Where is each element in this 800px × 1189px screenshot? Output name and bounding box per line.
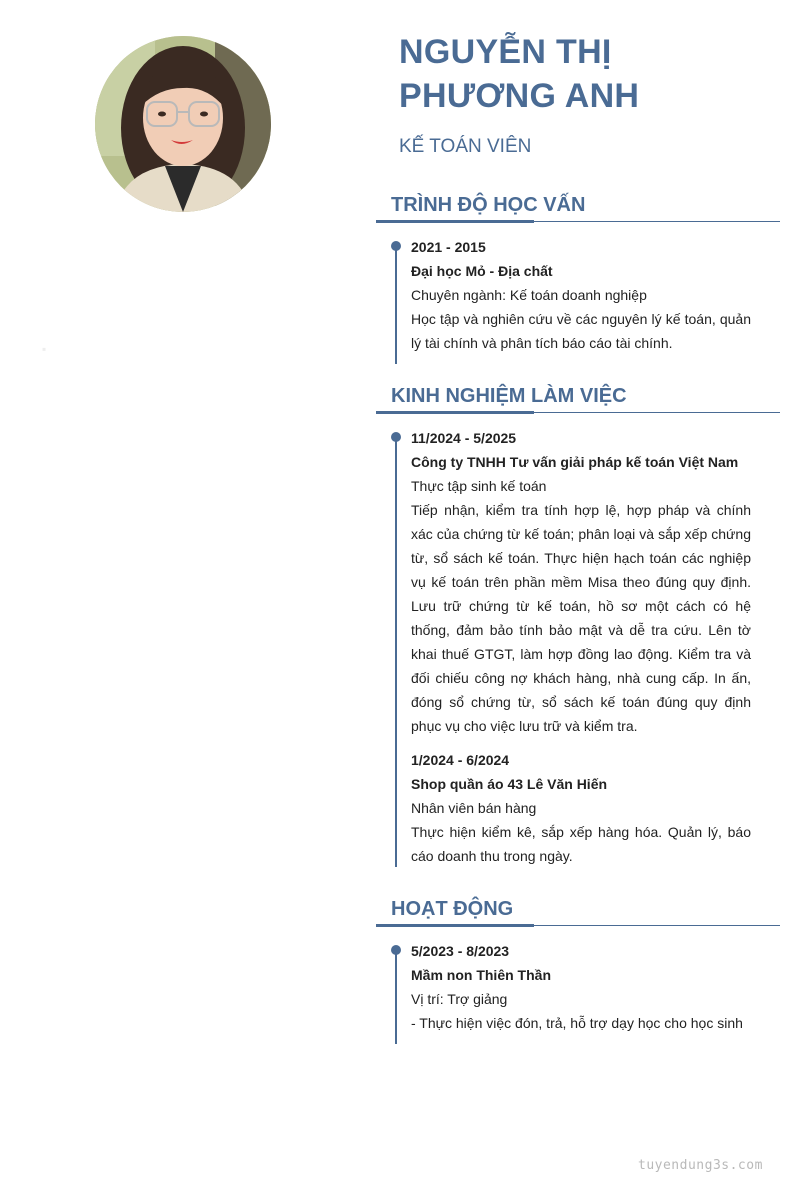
education-heading: TRÌNH ĐỘ HỌC VẤN (391, 194, 586, 216)
education-entry (411, 235, 751, 355)
entry-organization: Công ty TNHH Tư vấn giải pháp kế toán Việt Nam (411, 454, 739, 470)
activities-entry (411, 939, 751, 1035)
entry-description: - Thực hiện việc đón, trả, hỗ trợ dạy học cho học sinh (411, 1015, 743, 1031)
experience-heading: KINH NGHIỆM LÀM VIỆC (391, 385, 627, 407)
activities-heading: HOẠT ĐỘNG (391, 898, 514, 920)
education-timeline (395, 244, 397, 364)
entry-role: Thực tập sinh kế toán (411, 478, 547, 494)
site-watermark: tuyendung3s.com (638, 1158, 763, 1173)
entry-date: 1/2024 - 6/2024 (411, 752, 510, 768)
experience-entry-2 (411, 748, 751, 868)
experience-timeline-dot (391, 432, 401, 442)
activities-timeline-dot (391, 945, 401, 955)
education-timeline-dot (391, 241, 401, 251)
entry-date: 5/2023 - 8/2023 (411, 943, 510, 959)
entry-organization: Đại học Mỏ - Địa chất (411, 263, 553, 279)
candidate-name-line2: PHƯƠNG ANH (399, 77, 640, 115)
activities-divider-accent (376, 924, 534, 927)
faint-mark-icon: ▪ (42, 342, 47, 356)
profile-photo (95, 36, 271, 212)
entry-date: 2021 - 2015 (411, 239, 486, 255)
entry-organization: Mầm non Thiên Thần (411, 967, 551, 983)
entry-description: Thực hiện kiểm kê, sắp xếp hàng hóa. Quản lý, báo cáo doanh thu trong ngày. (411, 824, 751, 864)
entry-role: Chuyên ngành: Kế toán doanh nghiệp (411, 287, 647, 303)
entry-date: 11/2024 - 5/2025 (411, 430, 517, 446)
candidate-name-line1: NGUYỄN THỊ (399, 33, 612, 71)
entry-description: Tiếp nhận, kiểm tra tính hợp lệ, hợp pháp và chính xác của chứng từ kế toán; phân loại và sắp xếp chứng từ, sổ sách kế toán. Thực hiện hạch toán các nghiệp vụ kế toán trên phần mềm Misa theo đúng quy định. Lưu trữ chứng từ kế toán, hồ sơ một cách có hệ thống, đảm bảo tính bảo mật và dễ tra cứu. Lên tờ khai thuế GTGT, làm hợp đồng lao động. Kiểm tra và đối chiếu công nợ khách hàng, nhà cung cấp. In ấn, đóng sổ chứng từ, sổ sách kế toán đúng quy định phục vụ cho việc lưu trữ và kiểm tra. (411, 502, 751, 734)
experience-timeline (395, 435, 397, 867)
activities-timeline (395, 948, 397, 1044)
entry-organization: Shop quần áo 43 Lê Văn Hiến (411, 776, 608, 792)
portrait-illustration (95, 36, 271, 212)
entry-description: Học tập và nghiên cứu về các nguyên lý kế toán, quản lý tài chính và phân tích báo cáo tài chính. (411, 311, 751, 351)
experience-entry-1 (411, 426, 751, 738)
job-title: KẾ TOÁN VIÊN (399, 136, 532, 157)
entry-role: Nhân viên bán hàng (411, 800, 537, 816)
education-divider-accent (376, 220, 534, 223)
candidate-name (399, 30, 779, 118)
entry-role: Vị trí: Trợ giảng (411, 991, 508, 1007)
experience-divider-accent (376, 411, 534, 414)
